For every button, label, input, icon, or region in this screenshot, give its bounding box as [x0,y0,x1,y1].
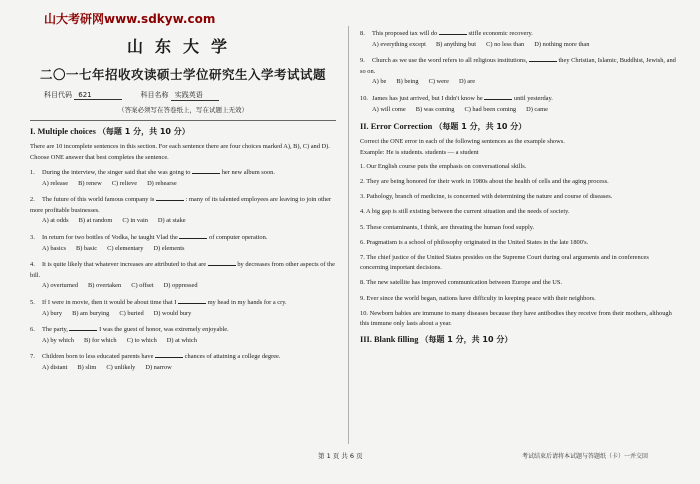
option-choice: A) overturned [42,282,79,290]
option-choice: A) bury [42,309,63,317]
section2-title [360,121,678,132]
question-text [30,297,336,309]
question-item [360,55,678,88]
left-column [30,28,336,379]
error-correction-item: 9. Ever since the world began, nations have difficulty in keeping peace with their neighbors. [360,294,596,302]
answer-blank [69,324,97,331]
question-item [30,232,336,254]
option-choice: C) relieve [111,179,138,187]
error-correction-item: 1. Our English course puts the emphasis on conversational skills. [360,163,527,171]
question-options [360,40,678,51]
question-options [360,77,678,88]
error-correction-item: 6. Pragmatism is a school of philosophy originated in the United States in the late 1800's. [360,238,589,246]
question-options [30,281,336,292]
option-choice: C) elementary [107,244,144,252]
option-choice: B) was coming [415,105,455,113]
question-stem-start: In return for two bottles of Vodka, he taught Vlad the [42,233,178,241]
option-choice: C) were [428,78,449,86]
question-options [30,216,336,227]
section1-title [30,126,336,137]
question-options [30,336,336,347]
question-options [360,105,678,116]
option-choice: D) narrow [145,363,172,371]
option-choice: A) release [42,179,69,187]
question-number: 2. [30,196,35,204]
question-options [30,244,336,255]
answer-blank [155,351,183,358]
answer-blank [529,55,557,62]
question-text [30,259,336,281]
error-correction-item: 5. These contaminants, I think, are threating the human food supply. [360,223,535,231]
option-choice: B) for which [83,336,117,344]
exam-title: 二〇一七年招收攻读硕士学位研究生入学考试试题 [39,67,326,82]
option-choice: B) renew [78,179,102,187]
name-label: 科目名称 [140,91,169,99]
question-options [30,179,336,190]
page-number: 第 1 页 共 6 页 [318,452,363,460]
error-correction-item: 10. Newborn babies are immune to many diseases because they have antibodies they receive from their mothers, although this immune only lasts about a year. [360,309,672,328]
answer-blank [208,259,236,266]
error-correction-list [360,162,678,330]
option-choice: B) basic [75,244,98,252]
question-stem-start: James has just arrived, but I didn't know he [372,94,483,102]
question-text [30,194,336,216]
question-stem-start: The future of this world famous company is [42,196,155,204]
option-choice: B) am burying [72,309,110,317]
mc-questions-right [360,28,678,115]
option-choice: C) buried [119,309,144,317]
error-correction-item: 2. They are being honored for their work in 1980s about the health of cells and the aging process. [360,178,609,186]
option-choice: B) slim [77,363,97,371]
option-choice: C) unlikely [106,363,136,371]
question-stem-start: The party, [42,326,68,334]
section2-points: （每题 1 分，共 10 分） [434,122,527,132]
error-correction-item: 8. The new satellite has improved communication between Europe and the US. [360,279,563,287]
question-stem-start: Church as we use the word refers to all religious institutions, [372,57,528,65]
question-options [30,363,336,374]
option-choice: A) everything except [372,40,426,48]
section1-title-text: I. Multiple choices [30,127,96,136]
name-value: 实践英语 [171,90,219,101]
option-choice: D) are [458,78,476,86]
header-rule [30,120,336,121]
option-choice: D) oppressed [163,282,198,290]
option-choice: A) by which [42,336,74,344]
answer-blank [439,28,467,35]
question-text [30,351,336,363]
question-text [360,28,678,40]
question-number: 6. [30,326,35,334]
question-text [360,55,678,77]
question-stem-end: I was the guest of honor, was extremely enjoyable. [99,326,229,334]
option-choice: A) at odds [42,217,69,225]
answer-note: （答案必须写在答卷纸上，写在试题上无效） [118,106,248,114]
question-stem-end: of computer operation. [209,233,268,241]
option-choice: C) to which [126,336,157,344]
option-choice: D) came [526,105,548,113]
footer-note: 考试结束后请将本试题与答题纸（卡）一并交回 [522,453,649,460]
question-stem-start: This proposed tax will do [372,30,438,37]
option-choice: D) rehearse [147,179,177,187]
question-stem-end: her new album soon. [221,169,275,176]
answer-blank [179,232,207,239]
section1-points: （每题 1 分，共 10 分） [97,127,190,136]
question-stem-start: It is quite likely that whatever increases are attributed to that are [42,261,207,269]
section3-points: （每题 1 分，共 10 分） [420,335,513,345]
watermark: 山大考研网www.sdkyw.com [44,12,216,26]
answer-blank [156,194,184,201]
question-stem-end: stifle economic recovery. [468,30,533,37]
question-text [30,324,336,336]
question-item [360,28,678,50]
section2-example: Example: He is students. students — a student [360,148,479,156]
option-choice: A) distant [42,363,68,371]
answer-blank [192,167,220,174]
question-item [30,167,336,189]
error-correction-item: 3. Pathology, branch of medicine, is concerned with determining the nature and course of diseases. [360,193,613,201]
question-text [30,167,336,179]
option-choice: D) would bury [153,309,192,317]
option-choice: C) offset [131,282,154,290]
option-choice: B) at random [78,217,113,225]
question-number: 3. [30,233,35,241]
option-choice: B) being [396,78,419,86]
option-choice: D) at which [166,336,197,344]
right-column [360,28,678,350]
section3-title [360,334,678,345]
section2-instructions: Correct the ONE error in each of the following sentences as the example shows. [360,138,565,146]
code-label: 科目代码 [44,91,72,99]
question-number: 1. [30,169,35,176]
question-number: 4. [30,261,35,269]
question-text [30,232,336,244]
question-number: 8. [360,30,365,37]
question-stem-start: If I were in movie, then it would be about time that I [42,298,177,306]
question-stem-end: they Christian, Islamic, Buddhist, Jewish, and so on. [360,57,676,75]
option-choice: C) had been coming [464,105,517,113]
question-stem-end: chances of attaining a college degree. [184,353,281,361]
option-choice: D) nothing more than [534,40,590,48]
answer-blank [178,297,206,304]
question-options [30,309,336,320]
question-number: 10. [360,94,368,102]
code-value: 621 [74,91,122,100]
question-item [30,297,336,319]
section2-title-text: II. Error Correction [360,122,433,132]
question-stem-start: Children born to less educated parents have [42,353,154,361]
question-number: 5. [30,298,35,306]
question-stem-start: During the interview, the singer said that she was going to [42,169,191,176]
option-choice: C) no less than [486,40,525,48]
question-item [360,93,678,115]
option-choice: D) elements [153,244,185,252]
school-name: 山东大学 [126,37,239,56]
column-divider [348,26,349,444]
option-choice: B) anything but [435,40,477,48]
section1-instructions: There are 10 incomplete sentences in this section. For each sentence there are four choices marked A), B), C) and D). Choose ONE answer that best completes the sentence. [30,143,330,161]
error-correction-item: 4. A big gap is still existing between the current situation and the needs of society. [360,208,570,216]
question-stem-end: my head in my hands for a cry. [207,298,287,306]
question-number: 9. [360,57,365,65]
question-stem-end: : many of its talented employees are leaving to join other more profitable businesses. [30,196,332,214]
option-choice: D) at stake [157,217,186,225]
section3-title-text: III. Blank filling [360,335,419,345]
question-item [30,351,336,373]
question-text [360,93,678,105]
option-choice: A) be [372,78,387,86]
question-stem-end: until yesterday. [513,94,553,102]
subject-meta [30,90,336,101]
question-number: 7. [30,353,35,361]
option-choice: A) will come [372,105,406,113]
question-item [30,324,336,346]
option-choice: B) overtaken [88,282,122,290]
mc-questions-left [30,167,336,374]
question-item [30,259,336,292]
question-stem-end: by decreases from other aspects of the bill. [30,261,335,279]
answer-blank [484,93,512,100]
error-correction-item: 7. The chief justice of the United States presides on the Supreme Court during oral arguments and in conferences concerning important decisions. [360,253,649,272]
question-item [30,194,336,227]
option-choice: C) in vain [122,217,148,225]
option-choice: A) basics [42,244,66,252]
